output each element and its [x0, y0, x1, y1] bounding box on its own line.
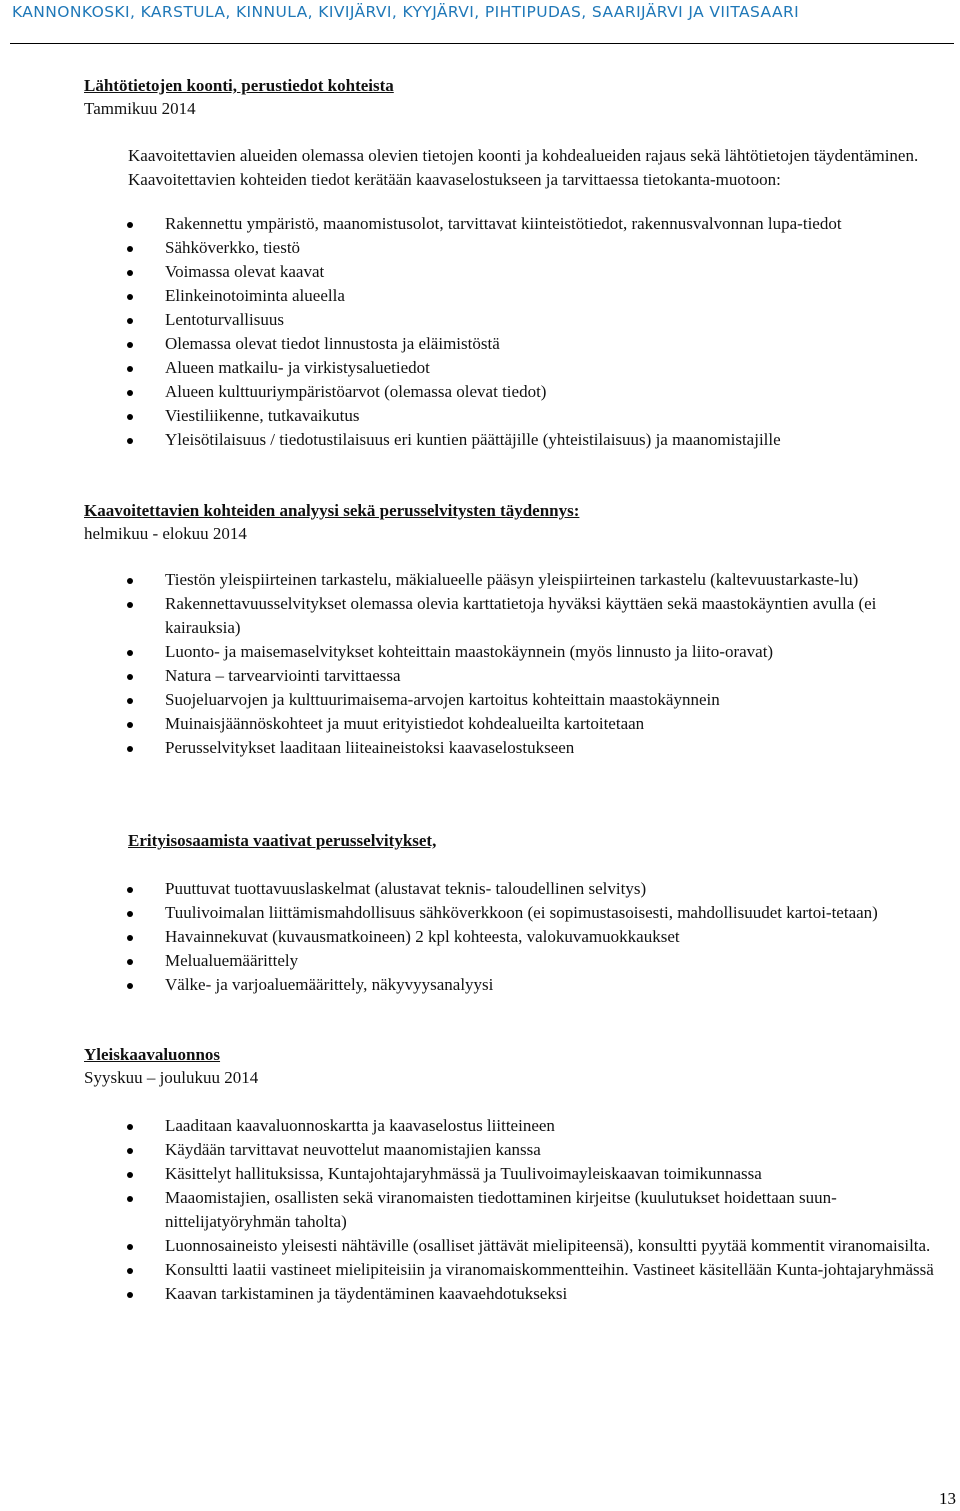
bullet-icon	[127, 1196, 133, 1202]
bullet-icon	[127, 935, 133, 941]
list-item-text: Tiestön yleispiirteinen tarkastelu, mäkialueelle pääsyn yleispiirteinen tarkastelu (kaltevuustarkaste-lu)	[165, 570, 859, 589]
list-item	[0, 1258, 950, 1282]
bullet-list	[0, 1114, 960, 1306]
list-item	[0, 949, 950, 973]
list-item-text: Kaavan tarkistaminen ja täydentäminen kaavaehdotukseksi	[165, 1284, 568, 1303]
list-item-text: Maaomistajien, osallisten sekä viranomaisten tiedottaminen kirjeitse (kuulutukset hoidettaan suun-nittelijatyöryhmän taholta)	[165, 1188, 837, 1231]
list-item-text: Alueen matkailu- ja virkistysaluetiedot	[165, 358, 430, 377]
bullet-icon	[127, 414, 133, 420]
section-date: Syyskuu – joulukuu 2014	[84, 1068, 259, 1087]
list-item	[0, 973, 950, 997]
list-item	[0, 1282, 950, 1306]
list-item	[0, 568, 950, 592]
list-item	[0, 592, 950, 640]
section-heading-lahtotiedot: Lähtötietojen koonti, perustiedot kohteista	[84, 76, 394, 95]
list-item-text: Välke- ja varjoaluemäärittely, näkyvyysanalyysi	[165, 975, 494, 994]
page-header: KANNONKOSKI, KARSTULA, KINNULA, KIVIJÄRVI, KYYJÄRVI, PIHTIPUDAS, SAARIJÄRVI JA VIITASAARI	[12, 3, 800, 21]
bullet-icon	[127, 578, 133, 584]
list-item	[0, 1138, 950, 1162]
list-item-text: Käsittelyt hallituksissa, Kuntajohtajaryhmässä ja Tuulivoimayleiskaavan toimikunnassa	[165, 1164, 762, 1183]
section-heading-yleiskaavaluonnos: Yleiskaavaluonnos	[84, 1045, 221, 1064]
bullet-icon	[127, 887, 133, 893]
list-item-text: Muinaisjäännöskohteet ja muut erityistiedot kohdealueilta kartoitetaan	[165, 714, 645, 733]
bullet-icon	[127, 1148, 133, 1154]
list-item	[0, 877, 950, 901]
list-item	[0, 640, 950, 664]
bullet-icon	[127, 318, 133, 324]
list-item	[0, 688, 950, 712]
list-item-text: Tuulivoimalan liittämismahdollisuus sähköverkkoon (ei sopimustasoisesti, mahdollisuudet kartoi-tetaan)	[165, 903, 878, 922]
list-item-text: Viestiliikenne, tutkavaikutus	[165, 406, 360, 425]
list-item	[0, 664, 950, 688]
list-item-text: Konsultti laatii vastineet mielipiteisiin ja viranomaiskommentteihin. Vastineet käsitellään Kunta-johtajaryhmässä	[165, 1260, 934, 1279]
bullet-icon	[127, 246, 133, 252]
bullet-icon	[127, 650, 133, 656]
list-item	[0, 736, 950, 760]
list-item-text: Havainnekuvat (kuvausmatkoineen) 2 kpl kohteesta, valokuvamuokkaukset	[165, 927, 680, 946]
list-item	[0, 1186, 950, 1234]
bullet-icon	[127, 746, 133, 752]
list-item	[0, 212, 950, 236]
list-item-text: Yleisötilaisuus / tiedotustilaisuus eri kuntien päättäjille (yhteistilaisuus) ja maanomistajille	[165, 430, 781, 449]
bullet-icon	[127, 722, 133, 728]
list-item	[0, 712, 950, 736]
list-item-text: Luonnosaineisto yleisesti nähtäville (osalliset jättävät mielipiteensä), konsultti pyytää kommentit viranomaisilta.	[165, 1236, 931, 1255]
list-item-text: Elinkeinotoiminta alueella	[165, 286, 345, 305]
bullet-icon	[127, 390, 133, 396]
bullet-icon	[127, 674, 133, 680]
list-item	[0, 380, 950, 404]
header-divider	[10, 43, 954, 44]
bullet-icon	[127, 342, 133, 348]
list-item	[0, 404, 950, 428]
bullet-icon	[127, 698, 133, 704]
page-number: 13	[939, 1489, 956, 1508]
list-item-text: Alueen kulttuuriympäristöarvot (olemassa olevat tiedot)	[165, 382, 547, 401]
list-item	[0, 356, 950, 380]
list-item-text: Natura – tarvearviointi tarvittaessa	[165, 666, 401, 685]
list-item-text: Melualuemäärittely	[165, 951, 299, 970]
list-item	[0, 332, 950, 356]
section-heading-analyysi: Kaavoitettavien kohteiden analyysi sekä perusselvitysten täydennys:	[84, 501, 580, 520]
bullet-icon	[127, 366, 133, 372]
list-item-text: Olemassa olevat tiedot linnustosta ja eläimistöstä	[165, 334, 500, 353]
section-date: Tammikuu 2014	[84, 99, 196, 118]
list-item	[0, 308, 950, 332]
list-item-text: Puuttuvat tuottavuuslaskelmat (alustavat teknis- taloudellinen selvitys)	[165, 879, 647, 898]
bullet-icon	[127, 1292, 133, 1298]
list-item-text: Rakennettavuusselvitykset olemassa olevia karttatietoja hyväksi käyttäen sekä maastokäyntien avulla (ei kairauksia)	[165, 594, 877, 637]
list-item	[0, 428, 950, 452]
bullet-icon	[127, 1124, 133, 1130]
list-item	[0, 260, 950, 284]
list-item-text: Rakennettu ympäristö, maanomistusolot, tarvittavat kiinteistötiedot, rakennusvalvonnan lupa-tiedot	[165, 214, 842, 233]
list-item	[0, 1114, 950, 1138]
list-item-text: Voimassa olevat kaavat	[165, 262, 325, 281]
bullet-icon	[127, 438, 133, 444]
bullet-list	[0, 568, 960, 760]
list-item	[0, 236, 950, 260]
bullet-list	[0, 877, 960, 997]
section-heading-erityisosaaminen: Erityisosaamista vaativat perusselvitykset,	[128, 831, 437, 850]
bullet-icon	[127, 911, 133, 917]
list-item	[0, 1162, 950, 1186]
bullet-icon	[127, 602, 133, 608]
bullet-icon	[127, 959, 133, 965]
section-date: helmikuu - elokuu 2014	[84, 524, 247, 543]
list-item-text: Laaditaan kaavaluonnoskartta ja kaavaselostus liitteineen	[165, 1116, 555, 1135]
bullet-list	[0, 212, 960, 452]
list-item	[0, 925, 950, 949]
list-item-text: Perusselvitykset laaditaan liiteaineistoksi kaavaselostukseen	[165, 738, 575, 757]
list-item	[0, 1234, 950, 1258]
bullet-icon	[127, 294, 133, 300]
bullet-icon	[127, 1268, 133, 1274]
list-item-text: Suojeluarvojen ja kulttuurimaisema-arvojen kartoitus kohteittain maastokäynnein	[165, 690, 720, 709]
bullet-icon	[127, 1172, 133, 1178]
list-item-text: Lentoturvallisuus	[165, 310, 284, 329]
section-intro-paragraph: Kaavoitettavien alueiden olemassa olevien tietojen koonti ja kohdealueiden rajaus sekä lähtötietojen täydentäminen. Kaavoitettavien kohteiden tiedot kerätään kaavaselostukseen ja tarvittaessa tietokanta-muotoon:	[128, 146, 919, 189]
bullet-icon	[127, 983, 133, 989]
list-item-text: Luonto- ja maisemaselvitykset kohteittain maastokäynnein (myös linnusto ja liito-oravat)	[165, 642, 774, 661]
list-item-text: Sähköverkko, tiestö	[165, 238, 301, 257]
bullet-icon	[127, 270, 133, 276]
list-item-text: Käydään tarvittavat neuvottelut maanomistajien kanssa	[165, 1140, 541, 1159]
list-item	[0, 901, 950, 925]
bullet-icon	[127, 222, 133, 228]
bullet-icon	[127, 1244, 133, 1250]
list-item	[0, 284, 950, 308]
